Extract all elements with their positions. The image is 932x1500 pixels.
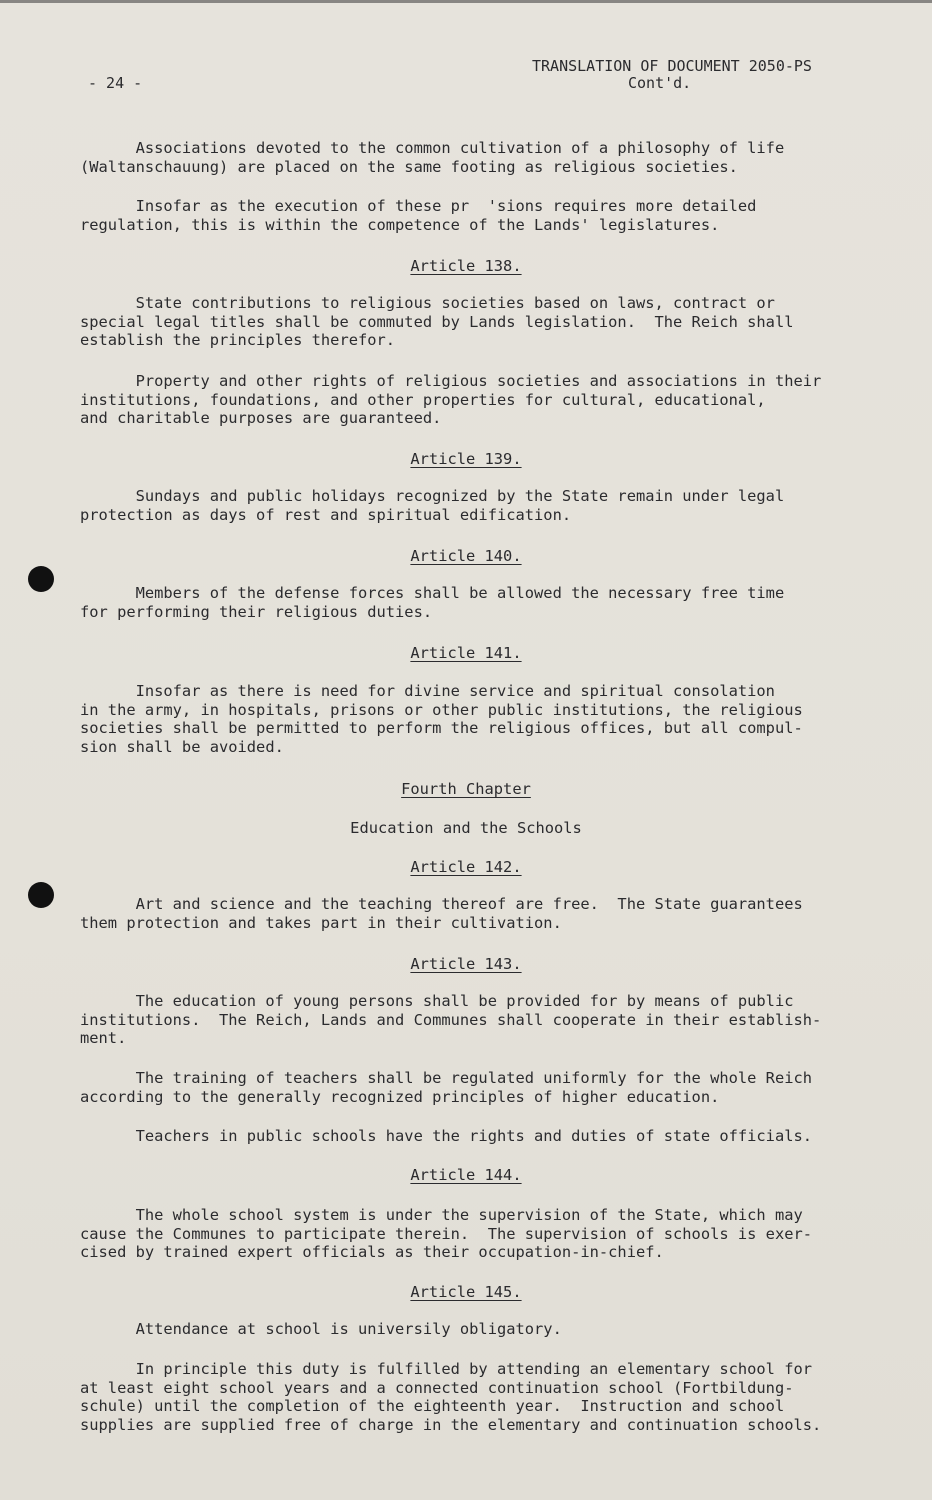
- paragraph: Teachers in public schools have the rights and duties of state officials.: [80, 1127, 813, 1145]
- article-heading: Article 144.: [410, 1166, 522, 1184]
- paragraph: In principle this duty is fulfilled by attending an elementary school for at least eight school years and a connected continuation school (Fortbildung- schule) until the completion of the eighteenth year. Instruction and school supplies are supplied free of charge in the elementary and continuation schools.: [80, 1360, 822, 1434]
- paragraph: Members of the defense forces shall be allowed the necessary free time for performing their religious duties.: [80, 584, 785, 621]
- page-number: - 24 -: [88, 74, 143, 92]
- article-heading: Article 138.: [410, 257, 522, 275]
- paragraph: Insofar as there is need for divine service and spiritual consolation in the army, in hospitals, prisons or other public institutions, the religious societies shall be permitted to perform the religious offices, but all compul- sion shall be avoided.: [80, 682, 803, 756]
- header-continued: Cont'd.: [628, 74, 692, 92]
- paragraph: Sundays and public holidays recognized by the State remain under legal protection as days of rest and spiritual edification.: [80, 487, 785, 524]
- top-edge-line: [0, 0, 932, 3]
- paragraph: The education of young persons shall be provided for by means of public institutions. The Reich, Lands and Communes shall cooperate in their establish- ment.: [80, 992, 822, 1047]
- paragraph: Insofar as the execution of these pr 'sions requires more detailed regulation, this is within the competence of the Lands' legislatures.: [80, 197, 757, 234]
- paragraph: Associations devoted to the common cultivation of a philosophy of life (Waltanschauung) are placed on the same footing as religious societies.: [80, 139, 785, 176]
- article-heading: Article 143.: [410, 955, 522, 973]
- paragraph: Attendance at school is universily obligatory.: [80, 1320, 562, 1338]
- article-heading: Article 139.: [410, 450, 522, 468]
- paragraph: Art and science and the teaching thereof are free. The State guarantees them protection and takes part in their cultivation.: [80, 895, 803, 932]
- chapter-heading: Fourth Chapter: [401, 780, 531, 798]
- paragraph: Property and other rights of religious societies and associations in their institutions, foundations, and other properties for cultural, educational, and charitable purposes are guaranteed.: [80, 372, 822, 427]
- paragraph: The whole school system is under the supervision of the State, which may cause the Communes to participate therein. The supervision of schools is exer- cised by trained expert officials as their occupation-in-chief.: [80, 1206, 813, 1261]
- paragraph: State contributions to religious societies based on laws, contract or special legal titles shall be commuted by Lands legislation. The Reich shall establish the principles therefor.: [80, 294, 794, 349]
- header-title: TRANSLATION OF DOCUMENT 2050-PS: [532, 57, 812, 75]
- punch-hole-icon: [28, 882, 54, 908]
- chapter-subtitle: Education and the Schools: [350, 819, 582, 837]
- article-heading: Article 145.: [410, 1283, 522, 1301]
- document-header: [532, 58, 812, 92]
- article-heading: Article 141.: [410, 644, 522, 662]
- article-heading: Article 140.: [410, 547, 522, 565]
- paragraph: The training of teachers shall be regulated uniformly for the whole Reich according to the generally recognized principles of higher education.: [80, 1069, 813, 1106]
- punch-hole-icon: [28, 566, 54, 592]
- article-heading: Article 142.: [410, 858, 522, 876]
